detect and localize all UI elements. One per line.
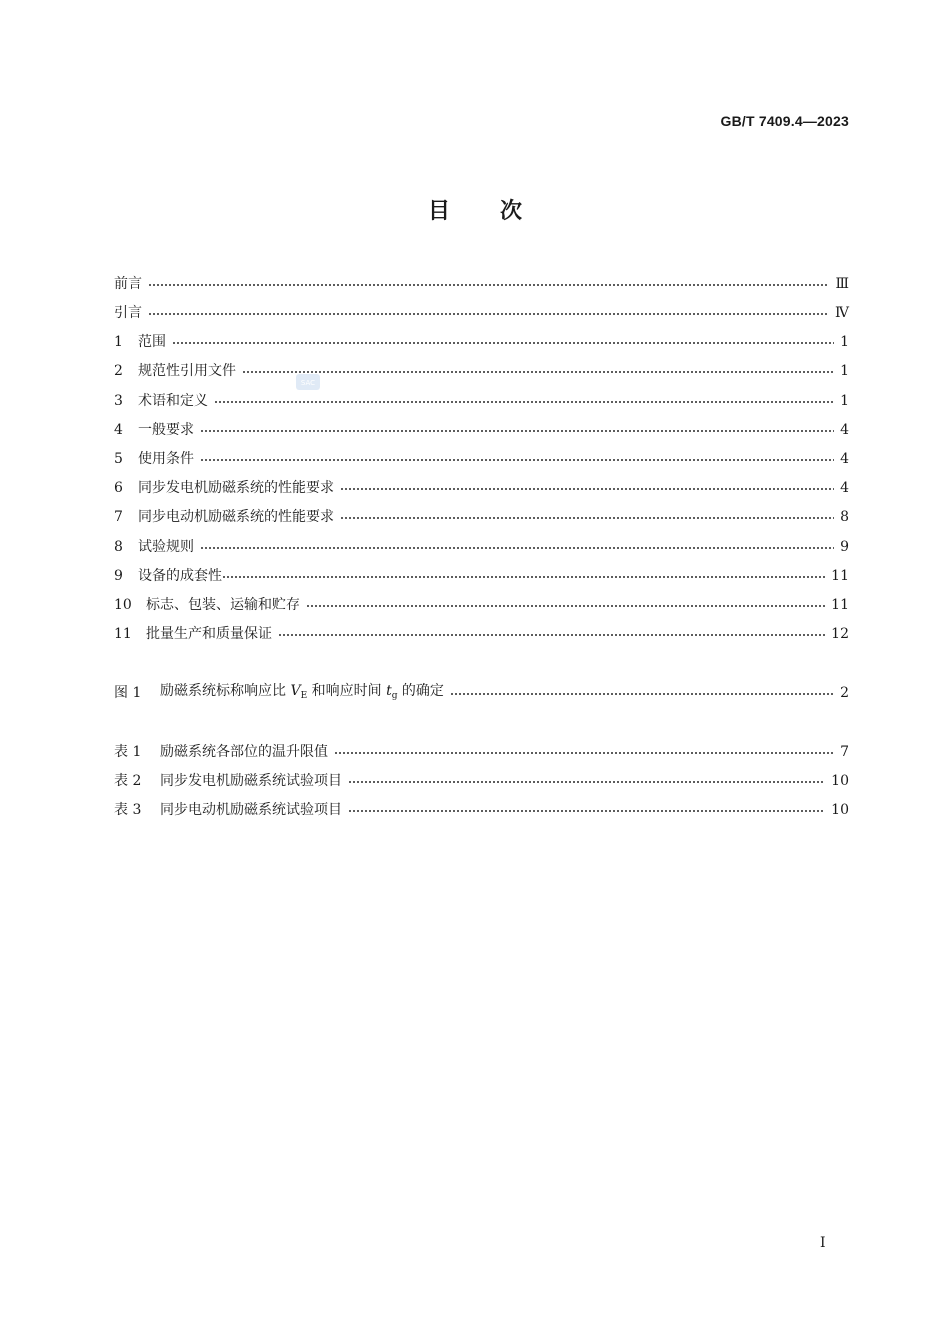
figure-label-part: 的确定 [401, 682, 444, 699]
toc-entry-chapter[interactable] [114, 419, 849, 441]
toc-page: 4 [840, 451, 849, 467]
toc-label: 前言 [114, 276, 142, 292]
toc-label: 同步发电机励磁系统试验项目 [160, 773, 342, 789]
toc-entry-chapter[interactable] [114, 594, 849, 616]
toc-number: 5 [114, 451, 123, 467]
toc-entry-preface[interactable] [114, 273, 849, 295]
toc-number: 10 [114, 597, 132, 613]
toc-entry-table[interactable] [114, 741, 849, 763]
toc-entry-chapter[interactable] [114, 331, 849, 353]
toc-label: 设备的成套性 [138, 568, 222, 584]
toc-number: 1 [114, 334, 123, 350]
title-char-2: 次 [500, 199, 523, 224]
toc-number: 4 [114, 422, 123, 438]
toc-label: 范围 [138, 334, 166, 350]
dot-leader [172, 342, 834, 344]
toc-label: 规范性引用文件 [138, 363, 236, 379]
toc-page: 10 [831, 773, 849, 789]
toc-entry-chapter[interactable] [114, 536, 849, 558]
toc-label: 同步电动机励磁系统的性能要求 [138, 509, 334, 525]
toc-page: 1 [840, 393, 849, 409]
toc-label [160, 680, 444, 707]
toc-page: 1 [840, 334, 849, 350]
toc-page: 1 [840, 363, 849, 379]
dot-leader [200, 430, 834, 432]
svg-text:SAC: SAC [300, 379, 316, 387]
toc-label: 标志、包装、运输和贮存 [146, 597, 300, 613]
dot-leader [148, 284, 829, 286]
toc-entry-chapter[interactable] [114, 506, 849, 528]
dot-leader [148, 313, 829, 315]
toc-page: 9 [840, 539, 849, 555]
toc-label: 同步电动机励磁系统试验项目 [160, 802, 342, 818]
dot-leader [278, 634, 825, 636]
toc-entry-chapter[interactable] [114, 360, 849, 382]
toc-page: 4 [840, 422, 849, 438]
toc-label: 批量生产和质量保证 [146, 626, 272, 642]
toc-page: 4 [840, 480, 849, 496]
toc-number: 2 [114, 363, 123, 379]
toc-page: 2 [840, 685, 849, 701]
toc-entry-chapter[interactable] [114, 448, 849, 470]
dot-leader [242, 371, 834, 373]
toc-entry-chapter[interactable] [114, 390, 849, 412]
toc-entry-introduction[interactable] [114, 302, 849, 324]
standard-code: GB/T 7409.4—2023 [720, 113, 849, 129]
toc-label: 引言 [114, 305, 142, 321]
dot-leader [200, 547, 834, 549]
toc-label: 使用条件 [138, 451, 194, 467]
dot-leader [340, 517, 834, 519]
symbol-subscript: E [300, 690, 308, 701]
dot-leader [348, 781, 825, 783]
toc-label: 试验规则 [138, 539, 194, 555]
figure-label-part: 和响应时间 [311, 682, 382, 699]
toc-entry-table[interactable] [114, 799, 849, 821]
symbol-v: V [290, 682, 301, 699]
toc-number: 11 [114, 626, 132, 642]
symbol-subscript: g [391, 690, 398, 701]
dot-leader [340, 488, 834, 490]
toc-number: 表 1 [114, 744, 142, 760]
toc-page: 10 [831, 802, 849, 818]
toc-page: Ⅲ [835, 276, 849, 292]
dot-leader [348, 810, 825, 812]
toc-label: 励磁系统各部位的温升限值 [160, 744, 328, 760]
toc-label: 同步发电机励磁系统的性能要求 [138, 480, 334, 496]
toc-label: 一般要求 [138, 422, 194, 438]
dot-leader [214, 401, 834, 403]
toc-entry-table[interactable] [114, 770, 849, 792]
toc-entry-chapter[interactable] [114, 477, 849, 499]
toc-number: 8 [114, 539, 123, 555]
toc-label: 术语和定义 [138, 393, 208, 409]
toc-entry-chapter[interactable] [114, 565, 849, 587]
title-char-1: 目 [427, 199, 450, 224]
toc-number: 3 [114, 393, 123, 409]
toc-number: 9 [114, 568, 123, 584]
dot-leader [334, 752, 834, 754]
toc-page: 7 [840, 744, 849, 760]
toc-page: 12 [831, 626, 849, 642]
dot-leader [222, 576, 825, 578]
toc-entry-figure[interactable] [114, 682, 849, 704]
toc-page: 11 [831, 597, 849, 613]
dot-leader [306, 605, 825, 607]
toc-number: 图 1 [114, 685, 142, 701]
dot-leader [200, 459, 834, 461]
toc-number: 7 [114, 509, 123, 525]
toc-page: 11 [831, 568, 849, 584]
toc-page: Ⅳ [835, 305, 849, 321]
symbol-t: t [386, 682, 392, 699]
page-title [0, 194, 950, 225]
dot-leader [450, 693, 834, 695]
figure-label-part: 励磁系统标称响应比 [160, 682, 286, 699]
toc-entry-chapter[interactable] [114, 623, 849, 645]
page-number: I [820, 1235, 826, 1251]
toc-number: 表 2 [114, 773, 142, 789]
toc-number: 6 [114, 480, 123, 496]
toc-number: 表 3 [114, 802, 142, 818]
toc-page: 8 [840, 509, 849, 525]
